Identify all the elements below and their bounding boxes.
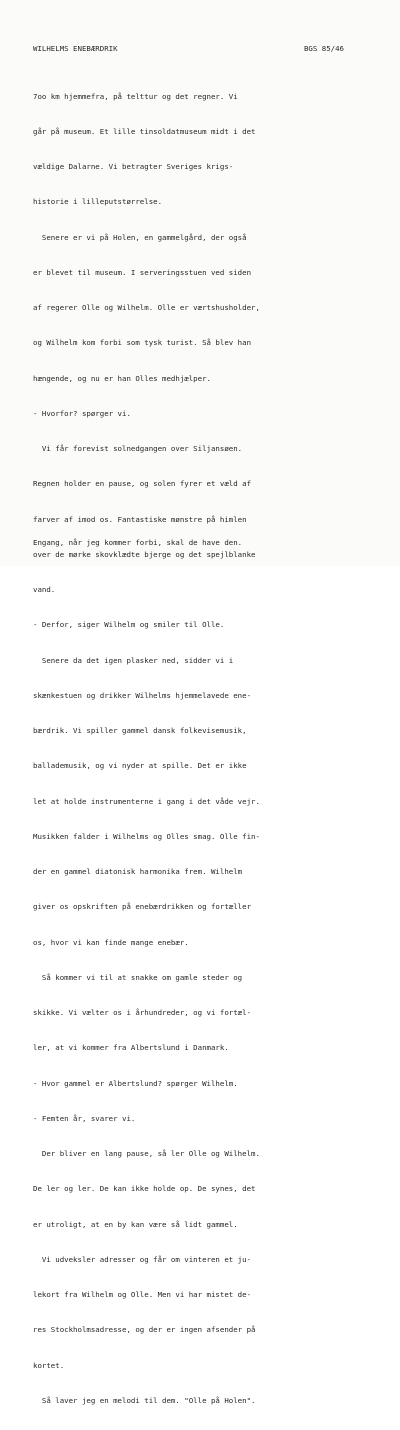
text-line: - Derfor, siger Wilhelm og smiler til Olle. (33, 620, 225, 630)
text-line: - Hvorfor? spørger vi. (33, 408, 131, 418)
text-line: går på museum. Et lille tinsoldatmuseum midt i det (33, 126, 256, 136)
text-line: historie i lilleputstørrelse. (33, 197, 163, 207)
text-line: vand. (33, 585, 56, 594)
text-line: ballademusik, og vi nyder at spille. Det er ikke (33, 761, 247, 771)
text-line: kortet. (33, 1360, 65, 1370)
text-line: let at holde instrumenterne i gang i det våde vejr. (33, 796, 260, 806)
text-line: Der bliver en lang pause, så ler Olle og Wilhelm. (33, 1149, 260, 1158)
text-line: - Femten år, svarer vi. (33, 1113, 136, 1123)
text-line: Vi udveksler adresser og får om vinteren et ju- (33, 1254, 252, 1264)
text-line: bærdrik. Vi spiller gammel dansk folkevisemusik, (33, 726, 247, 735)
text-line: ler, at vi kommer fra Albertslund i Danmark. (33, 1043, 229, 1053)
text-line: Vi får forevist solnedgangen over Siljansøen. (33, 444, 243, 453)
text-line: De ler og ler. De kan ikke holde op. De synes, det (33, 1184, 256, 1194)
text-line: res Stockholmsadresse, og der er ingen afsender på (33, 1325, 256, 1335)
text-line: giver os opskriften på enebærdrikken og fortæller (33, 902, 252, 912)
text-line: Musikken falder i Wilhelms og Olles smag. Olle fin- (33, 831, 260, 841)
document-reference: BGS 85/46 (303, 44, 344, 53)
text-line: er blevet til museum. I serveringsstuen ved siden (33, 267, 252, 277)
text-line: skænkestuen og drikker Wilhelms hjemmelavede ene- (33, 690, 252, 700)
closing-line: Engang, når jeg kommer forbi, skal de have den. (33, 538, 243, 547)
text-line: er utroligt, at en by kan være så lidt gammel. (33, 1219, 238, 1229)
text-line: os, hvor vi kan finde mange enebær. (33, 937, 189, 947)
text-line: Så laver jeg en melodi til dem. "Olle på Holen". (33, 1395, 256, 1405)
page-header (33, 44, 344, 56)
text-line: af regerer Olle og Wilhelm. Olle er værtshusholder, (33, 303, 260, 312)
text-line: - Hvor gammel er Albertslund? spørger Wilhelm. (33, 1078, 238, 1088)
text-line: og Wilhelm kom forbi som tysk turist. Så blev han (33, 338, 252, 348)
text-line: hængende, og nu er han Olles medhjælper. (33, 373, 211, 383)
text-line: Senere er vi på Holen, en gammelgård, der også (33, 232, 247, 242)
text-line: Så kommer vi til at snakke om gamle steder og (33, 972, 243, 982)
document-title: WILHELMS ENEBÆRDRIK (33, 44, 118, 53)
text-line: farver af imod os. Fantastiske mønstre på himlen (33, 514, 247, 524)
text-line: vældige Dalarne. Vi betragter Sveriges krigs- (33, 162, 234, 171)
text-line: over de mørke skovklædte bjerge og det spejlblanke (33, 549, 256, 559)
text-line: 7oo km hjemmefra, på telttur og det regner. Vi (33, 91, 238, 101)
text-line: der en gammel diatonisk harmonika frem. Wilhelm (33, 867, 243, 876)
text-line: Senere da det igen plasker ned, sidder vi i (33, 655, 234, 665)
text-line: Regnen holder en pause, og solen fyrer et væld af (33, 479, 252, 489)
document-body (33, 67, 383, 1430)
text-line: skikke. Vi vælter os i århundreder, og vi fortæl- (33, 1008, 252, 1017)
text-line: lekort fra Wilhelm og Olle. Men vi har mistet de- (33, 1290, 252, 1299)
